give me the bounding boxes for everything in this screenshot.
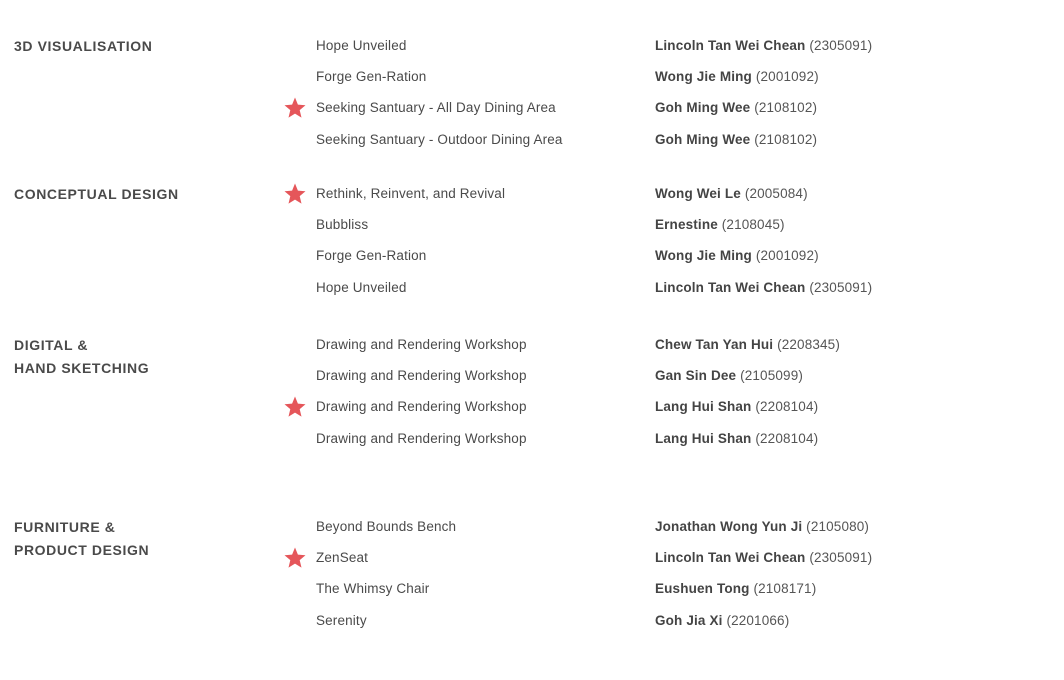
project-title: Drawing and Rendering Workshop	[316, 399, 527, 414]
table-row	[0, 245, 1064, 267]
student-credit	[655, 245, 819, 267]
student-credit	[655, 277, 872, 299]
project-title: Forge Gen-Ration	[316, 248, 427, 263]
table-row	[0, 334, 1064, 356]
project-title: Hope Unveiled	[316, 38, 407, 53]
student-name: Wong Wei Le	[655, 186, 741, 201]
project-title: Serenity	[316, 613, 367, 628]
student-credit	[655, 214, 785, 236]
project-title: Beyond Bounds Bench	[316, 519, 457, 534]
project-title: Drawing and Rendering Workshop	[316, 431, 527, 446]
student-id: (2208104)	[755, 399, 819, 414]
project-title: Rethink, Reinvent, and Revival	[316, 186, 506, 201]
student-name: Lang Hui Shan	[655, 399, 752, 414]
student-credit	[655, 365, 803, 387]
table-row	[0, 97, 1064, 119]
student-credit	[655, 183, 808, 205]
student-credit	[655, 396, 818, 418]
student-id: (2005084)	[744, 186, 808, 201]
star-icon	[283, 182, 307, 206]
student-name: Lincoln Tan Wei Chean	[655, 38, 806, 53]
table-row	[0, 214, 1064, 236]
student-name: Eushuen Tong	[655, 581, 750, 596]
category-line: HAND SKETCHING	[14, 359, 150, 376]
student-id: (2001092)	[755, 69, 819, 84]
category-line: PRODUCT DESIGN	[14, 541, 150, 558]
student-name: Goh Ming Wee	[655, 132, 751, 147]
star-icon	[283, 96, 307, 120]
project-title: Seeking Santuary - Outdoor Dining Area	[316, 132, 563, 147]
student-name: Wong Jie Ming	[655, 69, 752, 84]
student-id: (2105080)	[806, 519, 870, 534]
project-title: Bubbliss	[316, 217, 369, 232]
student-name: Chew Tan Yan Hui	[655, 337, 774, 352]
student-credit	[655, 66, 819, 88]
student-credit	[655, 428, 818, 450]
category-line: FURNITURE &	[14, 519, 116, 535]
project-title: Hope Unveiled	[316, 280, 407, 295]
table-row	[0, 396, 1064, 418]
student-id: (2108102)	[754, 100, 818, 115]
table-row	[0, 578, 1064, 600]
student-id: (2305091)	[809, 550, 873, 565]
table-row	[0, 610, 1064, 632]
student-credit	[655, 547, 872, 569]
table-row	[0, 365, 1064, 387]
table-row	[0, 516, 1064, 538]
student-credit	[655, 97, 817, 119]
student-credit	[655, 516, 869, 538]
student-id: (2208104)	[755, 431, 819, 446]
star-icon	[283, 546, 307, 570]
table-row	[0, 547, 1064, 569]
student-name: Wong Jie Ming	[655, 248, 752, 263]
project-title: Forge Gen-Ration	[316, 69, 427, 84]
student-id: (2108102)	[754, 132, 818, 147]
student-id: (2208345)	[777, 337, 840, 352]
student-name: Jonathan Wong Yun Ji	[655, 519, 803, 534]
project-title: Seeking Santuary - All Day Dining Area	[316, 100, 556, 115]
student-id: (2201066)	[726, 613, 790, 628]
category-line: 3D VISUALISATION	[14, 38, 153, 54]
student-id: (2305091)	[809, 280, 873, 295]
star-icon	[283, 395, 307, 419]
student-id: (2001092)	[755, 248, 819, 263]
student-name: Goh Jia Xi	[655, 613, 723, 628]
student-name: Ernestine	[655, 217, 718, 232]
project-title: The Whimsy Chair	[316, 581, 430, 596]
student-name: Goh Ming Wee	[655, 100, 751, 115]
category-line: DIGITAL &	[14, 337, 89, 353]
student-id: (2105099)	[740, 368, 803, 383]
student-name: Lincoln Tan Wei Chean	[655, 550, 806, 565]
student-credit	[655, 334, 840, 356]
student-credit	[655, 129, 817, 151]
table-row	[0, 35, 1064, 57]
table-row	[0, 428, 1064, 450]
student-id: (2108171)	[753, 581, 817, 596]
table-row	[0, 183, 1064, 205]
student-name: Lang Hui Shan	[655, 431, 752, 446]
student-credit	[655, 578, 816, 600]
student-name: Lincoln Tan Wei Chean	[655, 280, 806, 295]
project-title: ZenSeat	[316, 550, 369, 565]
student-id: (2305091)	[809, 38, 873, 53]
student-id: (2108045)	[721, 217, 785, 232]
table-row	[0, 66, 1064, 88]
category-line: CONCEPTUAL DESIGN	[14, 186, 179, 202]
project-title: Drawing and Rendering Workshop	[316, 337, 527, 352]
table-row	[0, 129, 1064, 151]
student-credit	[655, 35, 872, 57]
project-title: Drawing and Rendering Workshop	[316, 368, 527, 383]
table-row	[0, 277, 1064, 299]
student-credit	[655, 610, 789, 632]
student-name: Gan Sin Dee	[655, 368, 737, 383]
